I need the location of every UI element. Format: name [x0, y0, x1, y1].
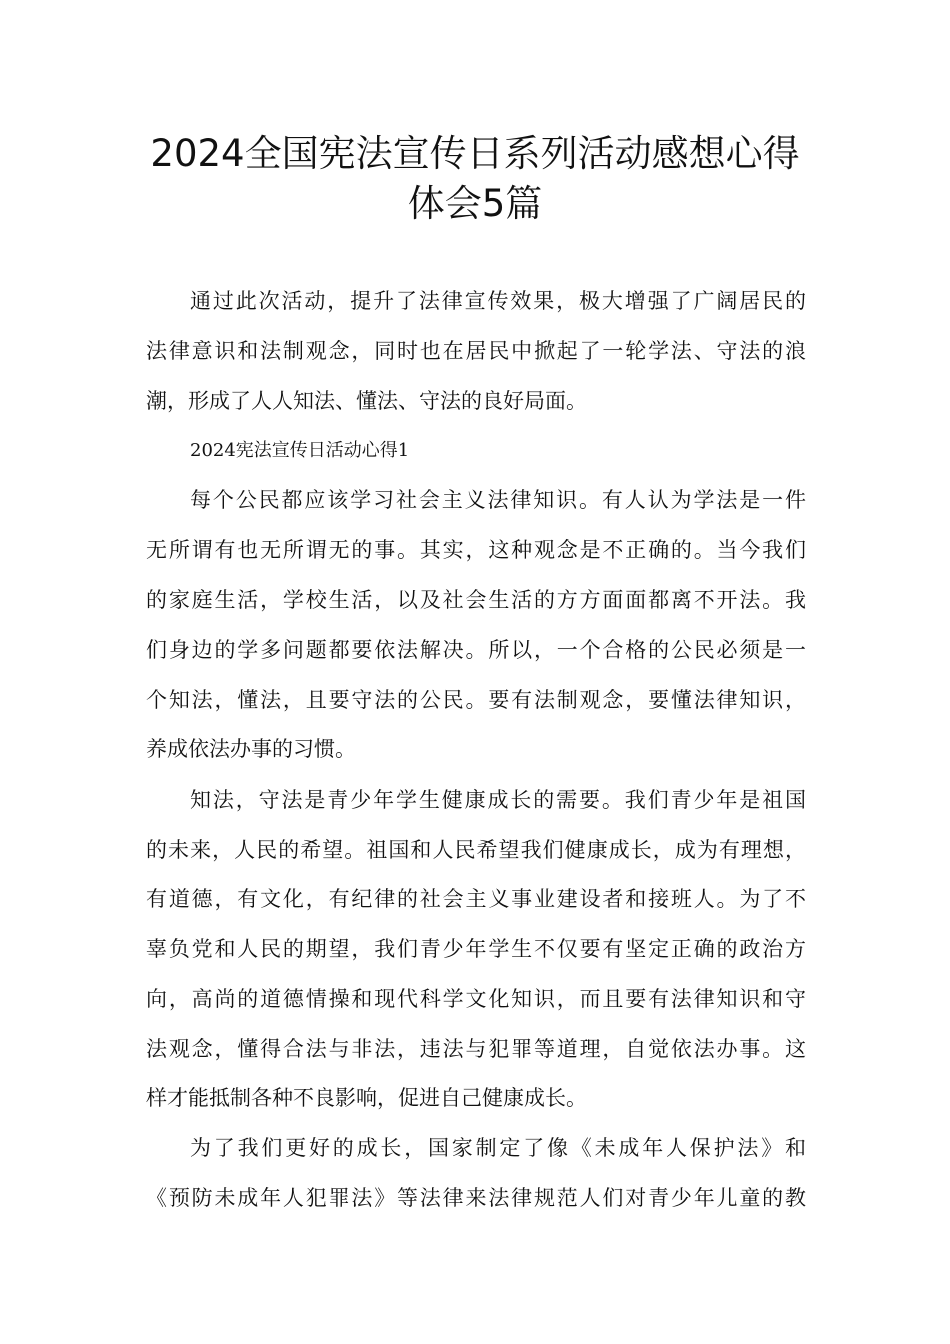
para2-line-5: 向，高尚的道德情操和现代科学文化知识，而且要有法律知识和守	[146, 987, 806, 1011]
document-title-line-1: 2024全国宪法宣传日系列活动感想心得	[150, 132, 800, 175]
para2-line-4: 辜负党和人民的期望，我们青少年学生不仅要有坚定正确的政治方	[146, 937, 806, 961]
document-title-line-2: 体会5篇	[407, 182, 543, 225]
intro-line-3: 潮，形成了人人知法、懂法、守法的良好局面。	[146, 389, 587, 413]
para2-line-6: 法观念，懂得合法与非法，违法与犯罪等道理，自觉依法办事。这	[146, 1037, 806, 1061]
para1-line-3: 的家庭生活，学校生活，以及社会生活的方方面面都离不开法。我	[146, 588, 806, 612]
section-subheading: 2024宪法宣传日活动心得1	[190, 440, 410, 461]
intro-line-1: 通过此次活动，提升了法律宣传效果，极大增强了广阔居民的	[190, 289, 806, 313]
para2-line-7: 样才能抵制各种不良影响，促进自己健康成长。	[146, 1086, 587, 1110]
para3-line-1: 为了我们更好的成长，国家制定了像《未成年人保护法》和	[190, 1136, 806, 1160]
intro-line-2: 法律意识和法制观念，同时也在居民中掀起了一轮学法、守法的浪	[146, 339, 806, 363]
para2-line-1: 知法，守法是青少年学生健康成长的需要。我们青少年是祖国	[190, 788, 806, 812]
para1-line-1: 每个公民都应该学习社会主义法律知识。有人认为学法是一件	[190, 488, 806, 512]
para2-line-3: 有道德，有文化，有纪律的社会主义事业建设者和接班人。为了不	[146, 887, 806, 911]
para3-line-2: 《预防未成年人犯罪法》等法律来法律规范人们对青少年儿童的教	[146, 1186, 806, 1210]
para1-line-5: 个知法，懂法，且要守法的公民。要有法制观念，要懂法律知识，	[146, 688, 806, 712]
para2-line-2: 的未来，人民的希望。祖国和人民希望我们健康成长，成为有理想，	[146, 838, 806, 862]
para1-line-4: 们身边的学多问题都要依法解决。所以，一个合格的公民必须是一	[146, 638, 806, 662]
para1-line-6: 养成依法办事的习惯。	[146, 737, 356, 761]
para1-line-2: 无所谓有也无所谓无的事。其实，这种观念是不正确的。当今我们	[146, 538, 806, 562]
